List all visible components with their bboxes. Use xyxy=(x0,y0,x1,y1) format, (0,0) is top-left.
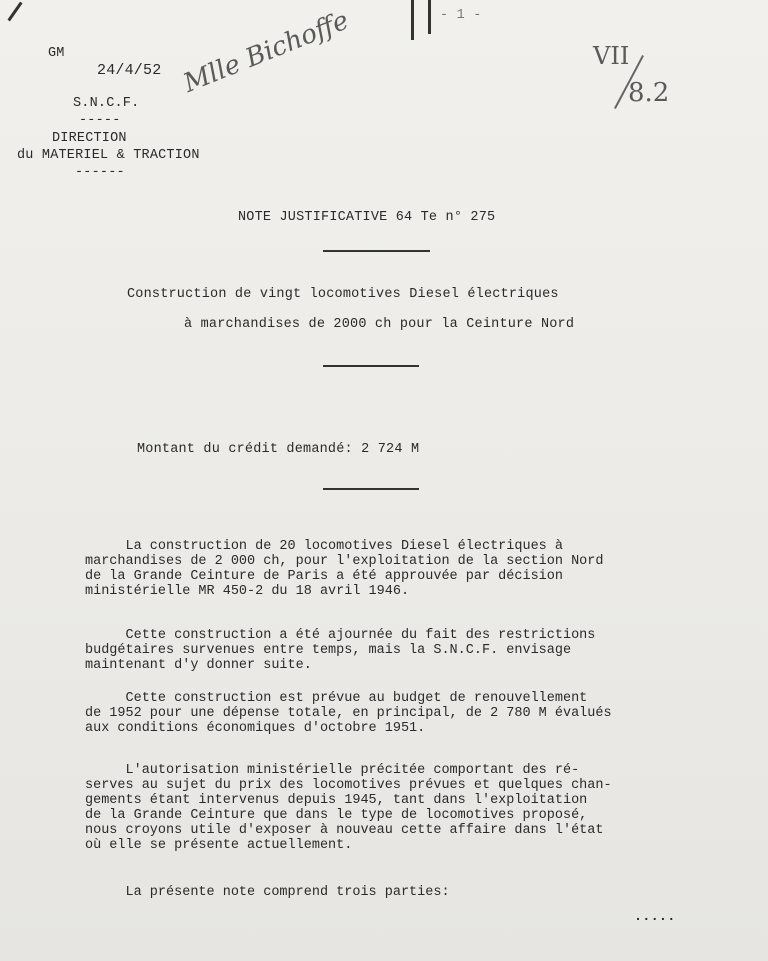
handwritten-ref-bottom: 8.2 xyxy=(628,78,670,108)
handwritten-ref-top: VII xyxy=(593,42,630,70)
credit-rule xyxy=(323,488,419,490)
paragraph-line: La construction de 20 locomotives Diesel électriques à xyxy=(85,539,563,554)
subject-line-1: Construction de vingt locomotives Diesel électriques xyxy=(127,287,559,302)
document-date: 24/4/52 xyxy=(97,62,162,79)
paragraph-line: La présente note comprend trois parties: xyxy=(85,885,450,900)
paragraph-line: aux conditions économiques d'octobre 1951. xyxy=(85,721,426,736)
handwritten-name: Mlle Bichoffe xyxy=(179,5,353,99)
paragraph-5 xyxy=(85,885,705,900)
paragraph-line: Cette construction est prévue au budget de renouvellement xyxy=(85,691,588,706)
paragraph-line: L'autorisation ministérielle précitée comportant des ré- xyxy=(85,763,580,778)
initials: GM xyxy=(48,46,65,61)
paragraph-line: ministérielle MR 450-2 du 18 avril 1946. xyxy=(85,584,410,599)
paragraph-line: nous croyons utile d'exposer à nouveau cette affaire dans l'état xyxy=(85,823,604,838)
paragraph-line: gements étant intervenus depuis 1945, tant dans l'exploitation xyxy=(85,793,588,808)
page-number-mark: - 1 - xyxy=(440,8,482,23)
continuation-dots: ..... xyxy=(634,910,676,925)
paragraph-line: serves au sujet du prix des locomotives prévues et quelques chan- xyxy=(85,778,612,793)
header-separator-short: ----- xyxy=(79,113,121,128)
organization-name: S.N.C.F. xyxy=(73,96,140,111)
paragraph-line: maintenant d'y donner suite. xyxy=(85,658,312,673)
paragraph-line: de la Grande Ceinture de Paris a été approuvée par décision xyxy=(85,569,563,584)
note-title: NOTE JUSTIFICATIVE 64 Te n° 275 xyxy=(238,210,496,225)
direction-label: DIRECTION xyxy=(52,131,127,146)
staple-mark xyxy=(7,2,22,22)
paragraph-line: où elle se présente actuellement. xyxy=(85,838,353,853)
paragraph-line: Cette construction a été ajournée du fait des restrictions xyxy=(85,628,596,643)
paragraph-line: de 1952 pour une dépense totale, en principal, de 2 780 M évalués xyxy=(85,706,612,721)
paragraph-line: budgétaires survenues entre temps, mais la S.N.C.F. envisage xyxy=(85,643,572,658)
department-label: du MATERIEL & TRACTION xyxy=(17,148,200,163)
paragraph-4 xyxy=(85,763,705,853)
header-separator-long: ------ xyxy=(75,165,125,180)
credit-requested: Montant du crédit demandé: 2 724 M xyxy=(137,442,420,457)
paragraph-3 xyxy=(85,691,705,736)
paragraph-1 xyxy=(85,539,705,599)
subject-rule xyxy=(323,365,419,367)
paragraph-2 xyxy=(85,628,705,673)
paragraph-line: de la Grande Ceinture que dans le type de locomotives proposé, xyxy=(85,808,588,823)
title-rule xyxy=(323,250,430,252)
punch-mark-left xyxy=(411,0,414,40)
paragraph-line: marchandises de 2 000 ch, pour l'exploitation de la section Nord xyxy=(85,554,604,569)
subject-line-2: à marchandises de 2000 ch pour la Ceinture Nord xyxy=(184,317,575,332)
punch-mark-right xyxy=(428,0,431,34)
